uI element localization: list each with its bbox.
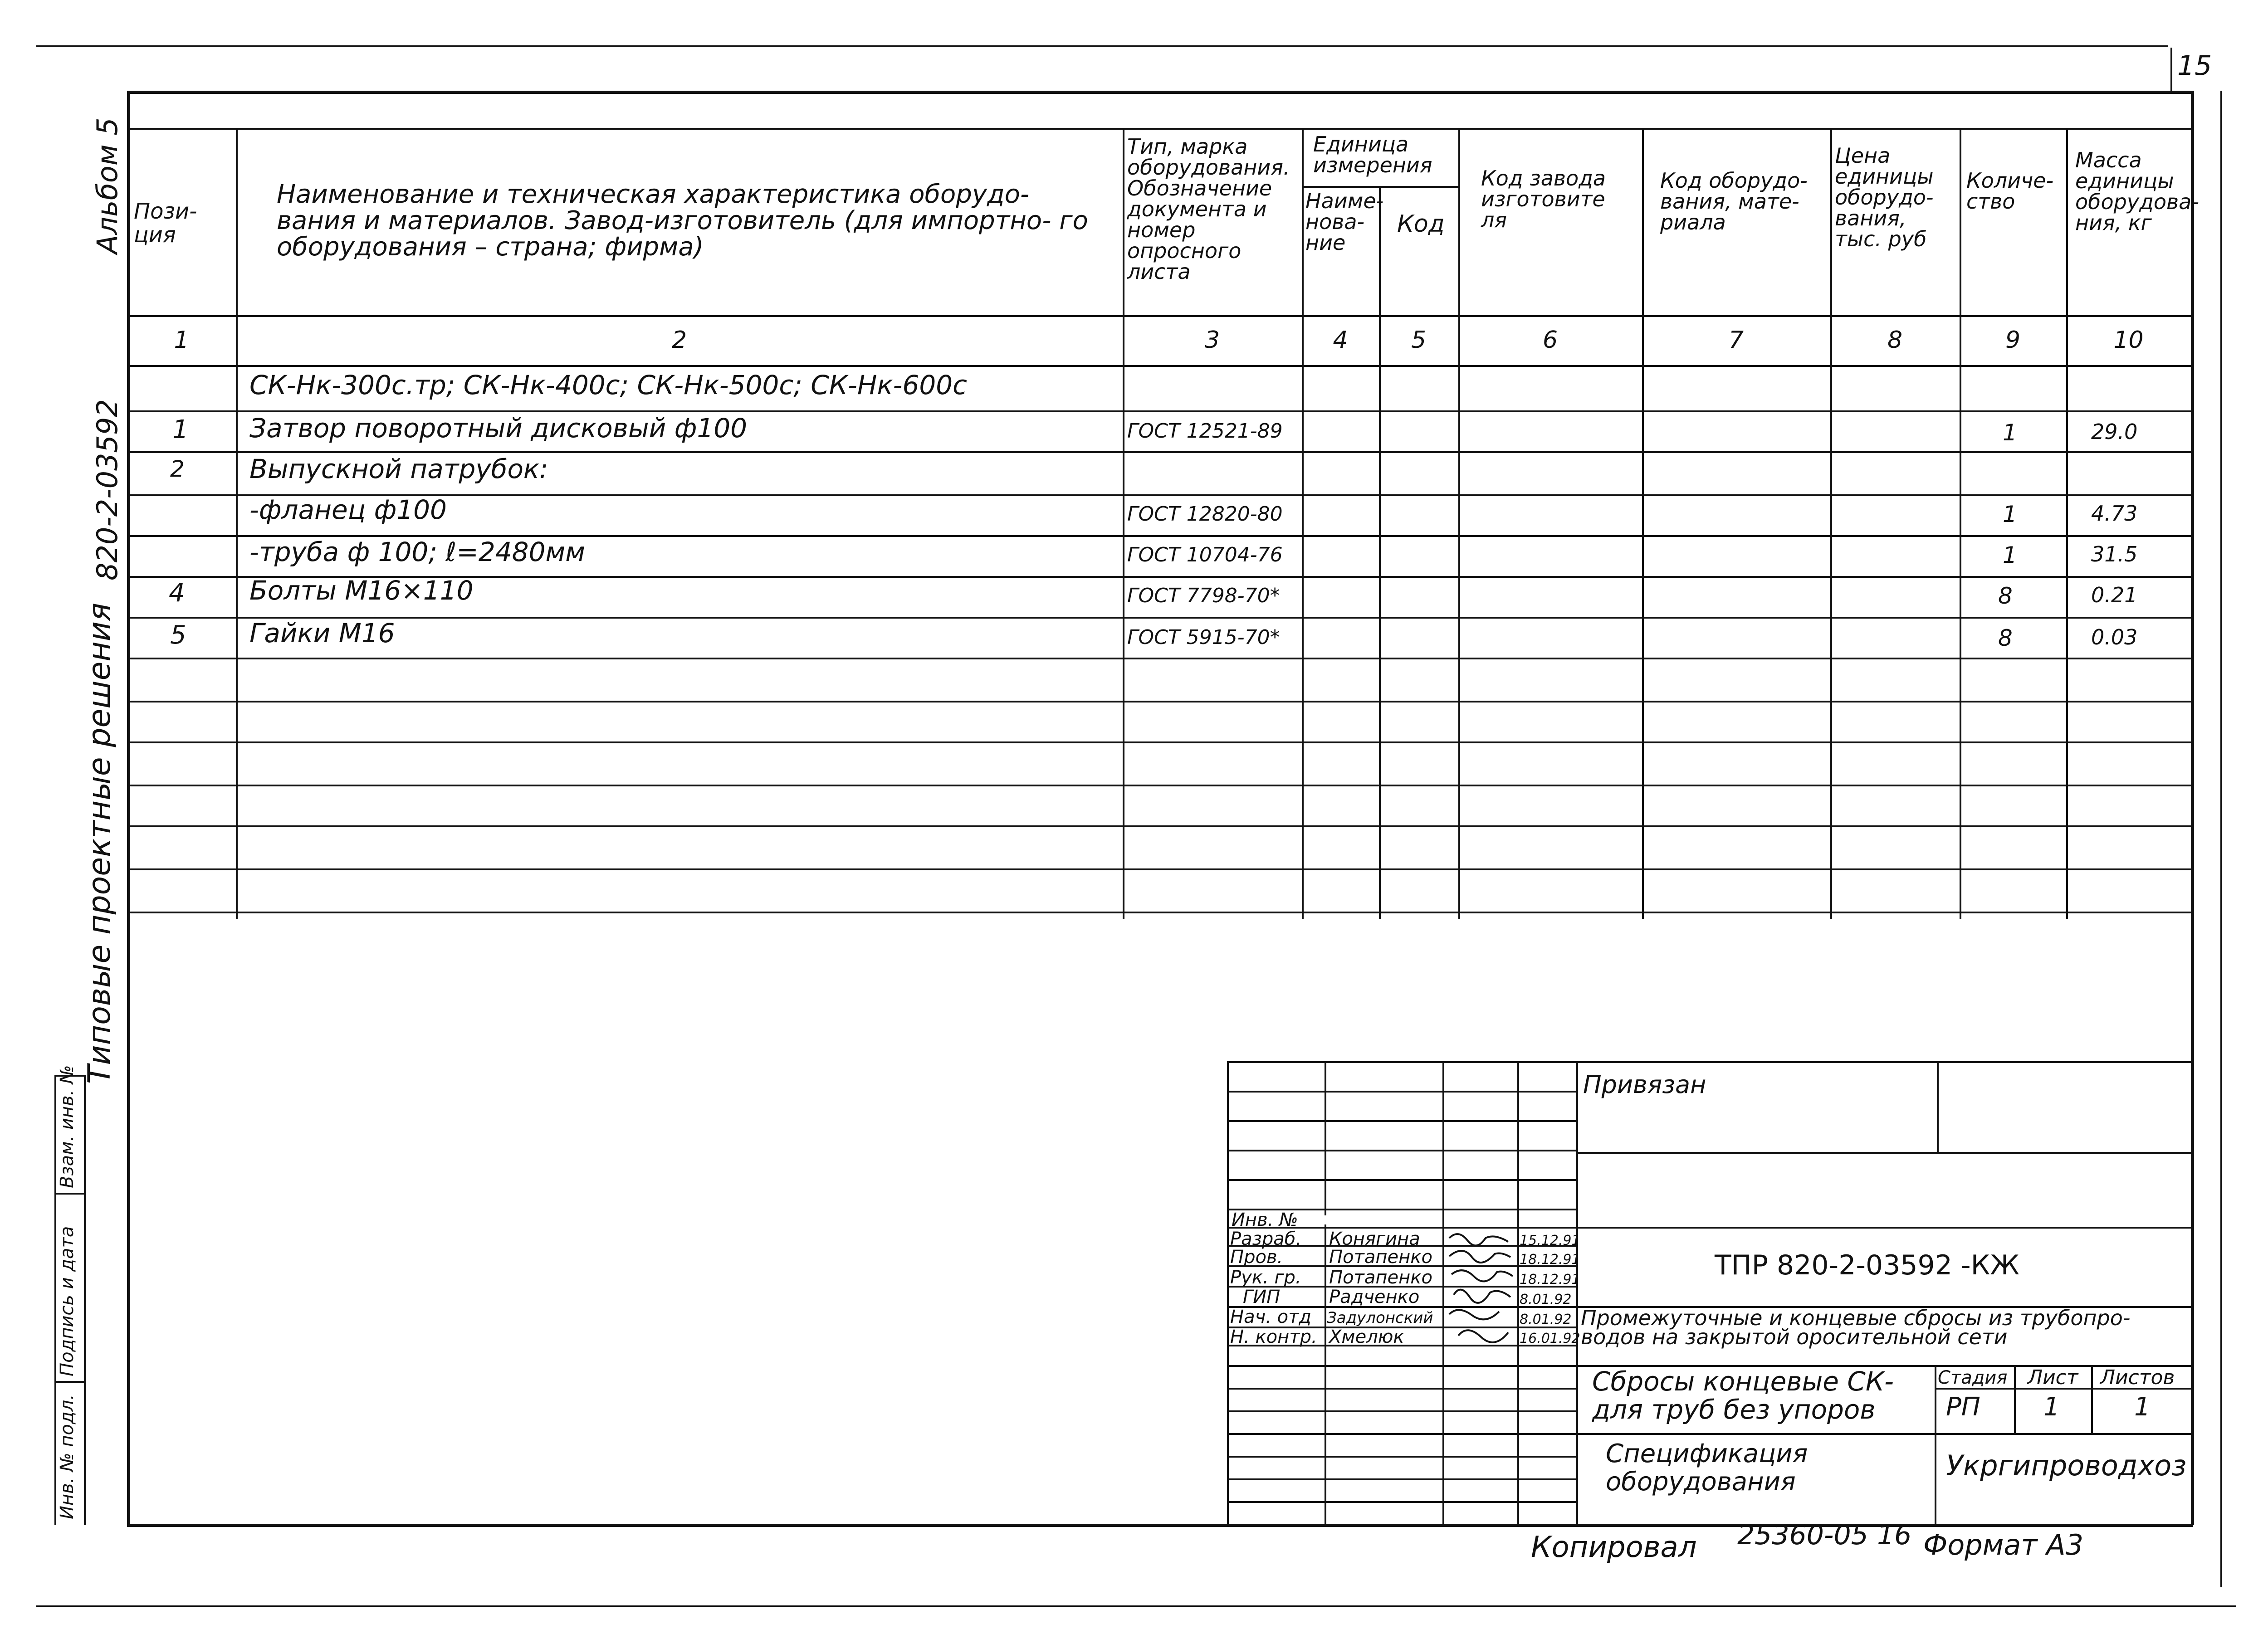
album-label: Альбом 5: [91, 117, 124, 254]
header-type: Тип, марка оборудования. Обозначение документа и номер опросного листа: [1127, 134, 1290, 284]
header-unit-code: Код: [1397, 210, 1445, 238]
table-row-4-mass: 31.5: [2091, 542, 2138, 566]
format-label: Формат А3: [1923, 1528, 2084, 1561]
signature-role: Н. контр.: [1230, 1327, 1317, 1347]
table-row-6-mass: 0.03: [2091, 625, 2138, 649]
signature-date: 16.01.92: [1520, 1331, 1580, 1346]
original-inv-label: Инв. № подл.: [57, 1394, 78, 1519]
signature-date: 8.01.92: [1520, 1312, 1572, 1327]
table-row-4-name: -труба ф 100; ℓ=2480мм: [249, 537, 585, 567]
signature-date-label: Подпись и дата: [57, 1226, 78, 1376]
table-row-6-name: Гайки М16: [249, 618, 395, 649]
stage-value: РП: [1946, 1392, 1980, 1422]
table-row-6-type: ГОСТ 5915-70*: [1127, 626, 1280, 649]
table-row-3-mass: 4.73: [2091, 501, 2138, 526]
typical-solutions-label: Типовые проектные решения: [82, 603, 117, 1084]
signature-name: Потапенко: [1329, 1267, 1432, 1288]
signature-name: Задулонский: [1327, 1309, 1433, 1327]
header-unit-group: Единица измерения: [1313, 132, 1432, 177]
table-row-5-pos: 4: [169, 578, 185, 608]
table-row-2-pos: 2: [170, 456, 185, 482]
colnum-4: 4: [1333, 327, 1348, 354]
table-row-0-name: СК-Нк-300с.тр; СК-Нк-400с; СК-Нк-500с; СК-Нк-600с: [249, 370, 968, 400]
colnum-2: 2: [671, 327, 687, 354]
header-mass: Масса единицы оборудова- ния, кг: [2075, 148, 2199, 235]
sheets-value: 1: [2134, 1392, 2151, 1422]
table-row-4-qty: 1: [2003, 542, 2017, 568]
sheet-number: 15: [2177, 50, 2212, 82]
signature-role: Пров.: [1230, 1247, 1283, 1268]
signature-role: Рук. гр.: [1230, 1267, 1301, 1288]
table-row-5-qty: 8: [1998, 583, 2013, 609]
table-row-5-name: Болты М16×110: [249, 575, 474, 606]
signature-date: 15.12.91: [1520, 1233, 1580, 1249]
table-row-6-qty: 8: [1998, 625, 2013, 651]
signature-date: 8.01.92: [1520, 1292, 1572, 1307]
project-title: Промежуточные и концевые сбросы из трубопро- водов на закрытой оросительной сети: [1581, 1306, 2131, 1349]
table-row-3-name: -фланец ф100: [249, 494, 447, 525]
colnum-10: 10: [2113, 327, 2144, 354]
table-row-5-mass: 0.21: [2091, 583, 2138, 607]
document-code: ТПР 820-2-03592 -КЖ: [1715, 1249, 2019, 1281]
table-row-1-type: ГОСТ 12521-89: [1127, 419, 1283, 443]
signature-date: 18.12.91: [1520, 1272, 1580, 1288]
table-row-1-mass: 29.0: [2091, 419, 2138, 444]
table-row-2-name: Выпускной патрубок:: [249, 454, 548, 484]
header-quantity: Количе- ство: [1966, 168, 2054, 214]
drawing-title: Сбросы концевые СК- для труб без упоров: [1592, 1366, 1894, 1425]
table-row-4-type: ГОСТ 10704-76: [1127, 543, 1283, 566]
signatures-scribbles: [1445, 1229, 1517, 1347]
colnum-1: 1: [174, 327, 189, 354]
organization: Укргипроводхоз: [1946, 1449, 2187, 1482]
colnum-8: 8: [1887, 327, 1903, 354]
header-manufacturer-code: Код завода изготовите ля: [1481, 166, 1606, 232]
colnum-9: 9: [2005, 327, 2021, 354]
signature-role: Нач. отд: [1230, 1307, 1312, 1327]
colnum-5: 5: [1411, 327, 1427, 354]
document-type: Спецификация оборудования: [1606, 1439, 1808, 1497]
colnum-7: 7: [1728, 327, 1744, 354]
colnum-6: 6: [1542, 327, 1558, 354]
attached-label: Привязан: [1583, 1070, 1706, 1099]
table-row-3-qty: 1: [2003, 501, 2017, 527]
header-price: Цена единицы оборудо- вания, тыс. руб: [1835, 143, 1934, 251]
order-number: 25360-05 16: [1737, 1519, 1912, 1551]
table-row-5-type: ГОСТ 7798-70*: [1127, 584, 1280, 607]
sheet-value: 1: [2043, 1392, 2060, 1422]
signature-name: Потапенко: [1329, 1247, 1432, 1268]
header-unit-name: Наиме- нова- ние: [1305, 189, 1384, 255]
signature-date: 18.12.91: [1520, 1252, 1580, 1268]
table-row-6-pos: 5: [170, 620, 186, 650]
table-row-1-qty: 1: [2003, 419, 2017, 446]
signature-name: Конягина: [1329, 1229, 1420, 1249]
header-equipment-code: Код оборудо- вания, мате- риала: [1660, 168, 1808, 234]
stage-label: Стадия: [1938, 1367, 2008, 1388]
table-row-1-pos: 1: [172, 415, 189, 444]
table-row-3-type: ГОСТ 12820-80: [1127, 502, 1283, 526]
signature-name: Радченко: [1329, 1287, 1420, 1307]
header-position: Пози- ция: [134, 199, 197, 248]
copied-label: Копировал: [1531, 1531, 1697, 1564]
sheets-label: Листов: [2100, 1366, 2175, 1389]
signature-role: ГИП: [1243, 1287, 1281, 1307]
series-label: 820-2-03592: [91, 399, 124, 580]
colnum-3: 3: [1204, 327, 1220, 354]
sheet-label: Лист: [2028, 1366, 2078, 1389]
signature-role: Разраб.: [1230, 1229, 1302, 1249]
signature-name: Хмелюк: [1329, 1327, 1404, 1347]
inv-no-label: Инв. №: [1232, 1210, 1298, 1230]
replaces-inv-label: Взам. инв. №: [57, 1065, 78, 1188]
table-row-1-name: Затвор поворотный дисковый ф100: [249, 413, 748, 444]
header-name: Наименование и техническая характеристика оборудо- вания и материалов. Завод-изготовитель (для импортно- го оборудования – страна; фирма): [277, 180, 1088, 262]
